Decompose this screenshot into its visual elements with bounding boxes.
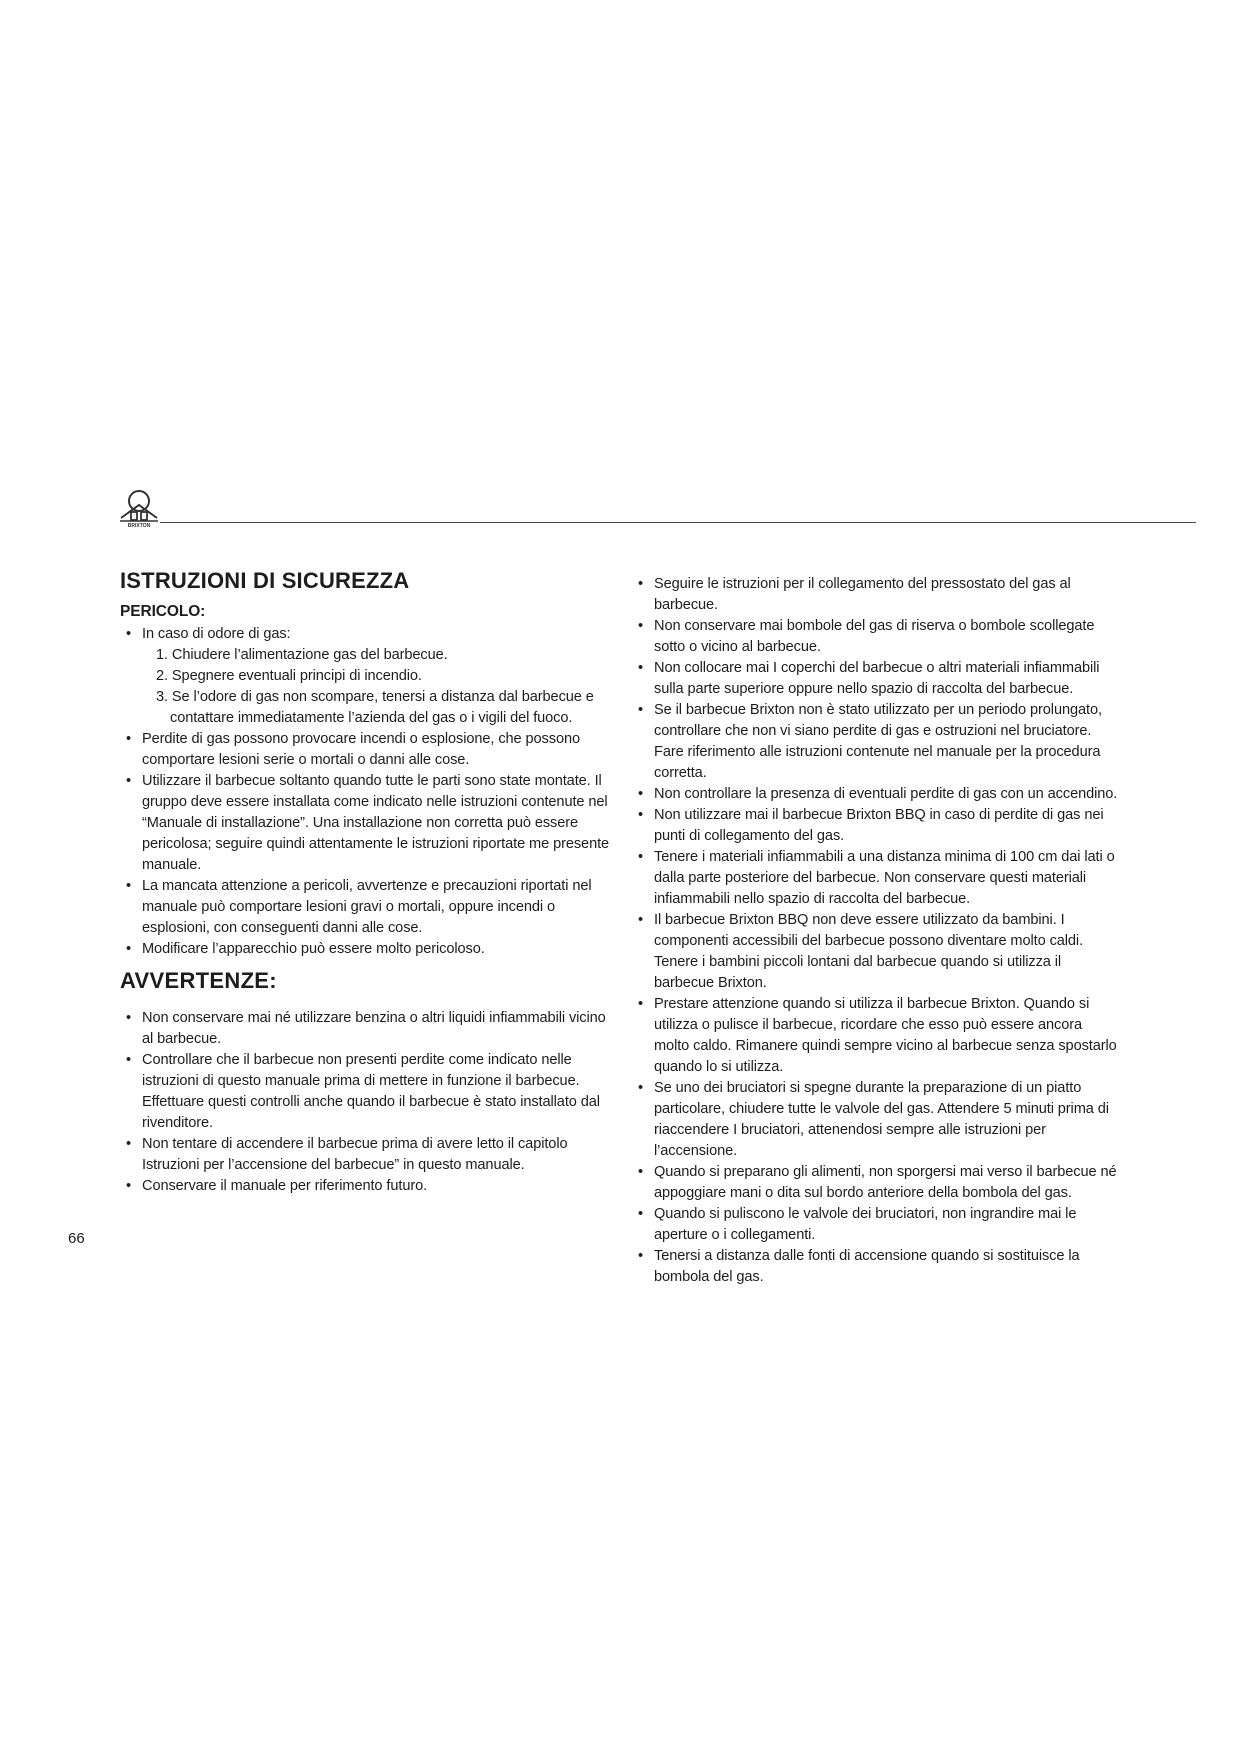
list-item: • Conservare il manuale per riferimento futuro. [126,1176,610,1197]
list-item: 3. Se l’odore di gas non scompare, tenersi a distanza dal barbecue e contattare immediatamente l’azienda del gas o i vigili del fuoco. [156,689,594,726]
danger-heading: PERICOLO: [120,603,206,620]
house-logo-icon [118,488,160,528]
list-item: • Non conservare mai bombole del gas di riserva o bombole scollegate sotto o vicino al barbecue. [638,616,1120,658]
list-item: • Modificare l’apparecchio può essere molto pericoloso. [126,939,610,960]
list-item: • Non tentare di accendere il barbecue prima di avere letto il capitolo Istruzioni per l’accensione del barbecue” in questo manuale. [126,1134,610,1176]
right-list [632,574,1120,1288]
list-item: • Utilizzare il barbecue soltanto quando tutte le parti sono state montate. Il gruppo deve essere installata come indicato nelle istruzioni contenute nel “Manuale di installazione”. Una installazione non corretta può essere pericolosa; seguire quindi attentamente le istruzioni riportate me presente manuale. [126,771,610,876]
list-item: • Il barbecue Brixton BBQ non deve essere utilizzato da bambini. I componenti accessibili del barbecue possono diventare molto caldi. Tenere i bambini piccoli lontani dal barbecue quando si utilizza il barbecue Brixton. [638,910,1120,994]
list-item: • Non collocare mai I coperchi del barbecue o altri materiali infiammabili sulla parte superiore oppure nello spazio di raccolta del barbecue. [638,658,1120,700]
page-number: 66 [68,1230,85,1247]
svg-text:BRIXTON: BRIXTON [127,523,151,528]
list-item: • Quando si puliscono le valvole dei bruciatori, non ingrandire mai le aperture o i collegamenti. [638,1204,1120,1246]
list-item: • Seguire le istruzioni per il collegamento del pressostato del gas al barbecue. [638,574,1120,616]
list-item: • Non controllare la presenza di eventuali perdite di gas con un accendino. [638,784,1120,805]
list-item: • Perdite di gas possono provocare incendi o esplosione, che possono comportare lesioni serie o mortali o danni alle cose. [126,729,610,771]
list-item: • La mancata attenzione a pericoli, avvertenze e precauzioni riportati nel manuale può comportare lesioni gravi o mortali, oppure incendi o esplosioni, con conseguenti danni alle cose. [126,876,610,939]
right-column [632,574,1120,1288]
danger-list-continued [120,729,610,960]
list-item: • Tenersi a distanza dalle fonti di accensione quando si sostituisce la bombola del gas. [638,1246,1120,1288]
gas-steps-list [120,645,610,729]
warning-list [120,1008,610,1197]
list-item: • Quando si preparano gli alimenti, non sporgersi mai verso il barbecue né appoggiare mani o dita sul bordo anteriore della bombola del gas. [638,1162,1120,1204]
left-column [120,568,610,1197]
list-item: • In caso di odore di gas: [126,624,610,645]
list-item: • Se il barbecue Brixton non è stato utilizzato per un periodo prolungato, controllare che non vi siano perdite di gas e ostruzioni nel bruciatore. Fare riferimento alle istruzioni contenute nel manuale per la procedura corretta. [638,700,1120,784]
danger-list [120,624,610,645]
list-item: • Controllare che il barbecue non presenti perdite come indicato nelle istruzioni di questo manuale prima di mettere in funzione il barbecue. Effettuare questi controlli anche quando il barbecue è stato installato dal rivenditore. [126,1050,610,1134]
list-item: • Tenere i materiali infiammabili a una distanza minima di 100 cm dai lati o dalla parte posteriore del barbecue. Non conservare questi materiali infiammabili nello spazio di raccolta del barbecue. [638,847,1120,910]
header-rule [160,522,1196,523]
warning-heading: AVVERTENZE: [120,968,277,993]
list-item: • Non conservare mai né utilizzare benzina o altri liquidi infiammabili vicino al barbecue. [126,1008,610,1050]
list-item: • Prestare attenzione quando si utilizza il barbecue Brixton. Quando si utilizza o pulisce il barbecue, ricordare che esso può essere ancora molto caldo. Rimanere quindi sempre vicino al barbecue senza spostarlo quando lo si utilizza. [638,994,1120,1078]
section-title: ISTRUZIONI DI SICUREZZA [120,568,410,593]
list-item: • Se uno dei bruciatori si spegne durante la preparazione di un piatto particolare, chiudere tutte le valvole del gas. Attendere 5 minuti prima di riaccendere I bruciatori, attenendosi sempre alle istruzioni per l’accensione. [638,1078,1120,1162]
brixton-logo [118,488,160,528]
list-item: • Non utilizzare mai il barbecue Brixton BBQ in caso di perdite di gas nei punti di collegamento del gas. [638,805,1120,847]
list-item: 1. Chiudere l’alimentazione gas del barbecue. [156,647,448,663]
list-item: 2. Spegnere eventuali principi di incendio. [156,668,422,684]
